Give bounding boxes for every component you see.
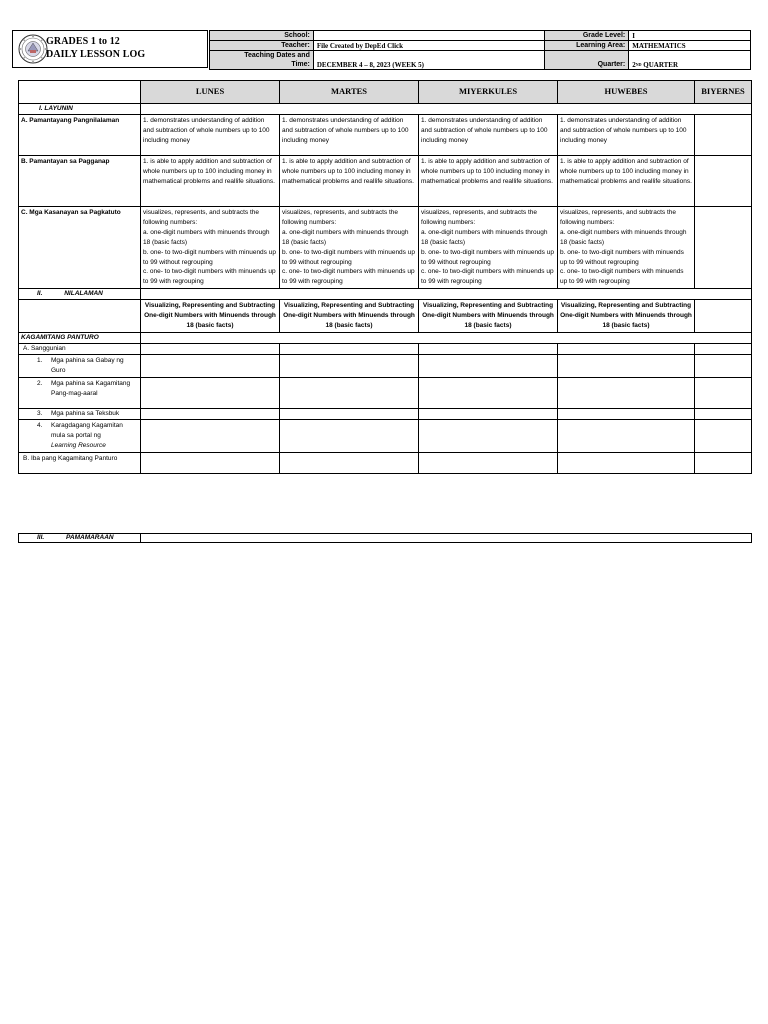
gabay-guro-label xyxy=(19,355,141,378)
performance-standard-biyernes xyxy=(695,156,752,207)
kagamitan-span-cell xyxy=(141,333,752,344)
quarter-label: Quarter: xyxy=(545,51,629,70)
teacher-label: Teacher: xyxy=(210,41,314,51)
empty-cell xyxy=(419,409,558,420)
quarter-suffix: ND xyxy=(635,62,642,67)
empty-cell xyxy=(141,378,280,409)
empty-cell xyxy=(280,378,419,409)
pamamaraan-row xyxy=(19,534,752,543)
kagamitang-mag-aaral-row xyxy=(19,378,752,409)
empty-cell xyxy=(558,420,695,453)
quarter-number: 2 xyxy=(632,61,636,69)
nilalaman-martes: Visualizing, Representing and Subtracting One-digit Numbers with Minuends through 18 (basic facts) xyxy=(280,300,419,333)
nilalaman-huwebes: Visualizing, Representing and Subtracting One-digit Numbers with Minuends through 18 (basic facts) xyxy=(558,300,695,333)
kagamitan-heading: KAGAMITANG PANTURO xyxy=(19,333,141,344)
empty-cell xyxy=(141,344,280,355)
day-header-lunes: LUNES xyxy=(141,81,280,104)
competency-intro: visualizes, represents, and subtracts the following numbers: xyxy=(143,209,259,226)
nilalaman-miyerkules: Visualizing, Representing and Subtracting One-digit Numbers with Minuends through 18 (basic facts) xyxy=(419,300,558,333)
competency-intro: visualizes, represents, and subtracts the following numbers: xyxy=(560,209,676,226)
pamamaraan-span-cell xyxy=(141,534,752,543)
competency-a: a. one-digit numbers with minuends through 18 (basic facts) xyxy=(282,228,409,246)
item-text: Mga pahina sa Gabay ng Guro xyxy=(51,357,124,375)
empty-cell xyxy=(695,452,752,473)
competencies-huwebes xyxy=(558,207,695,289)
iba-pang-kagamitan-label: B. Iba pang Kagamitang Panturo xyxy=(19,452,141,473)
nilalaman-heading xyxy=(19,289,141,300)
learning-area-label: Learning Area: xyxy=(545,41,629,51)
item-text: Mga pahina sa Teksbuk xyxy=(51,410,120,418)
teaching-dates-label xyxy=(210,51,314,70)
competency-c: c. one- to two-digit numbers with minuends up to 99 with regrouping xyxy=(282,268,415,286)
nilalaman-span-cell xyxy=(141,289,752,300)
nilalaman-biyernes xyxy=(695,300,752,333)
item-text: Karagdagang Kagamitan mula sa portal ng xyxy=(51,422,123,439)
empty-cell xyxy=(280,344,419,355)
item-text: Mga pahina sa Kagamitang Pang-mag-aaral xyxy=(51,380,131,397)
corner-cell xyxy=(19,81,141,104)
empty-cell xyxy=(695,409,752,420)
item-number: 1. xyxy=(37,357,43,365)
competencies-lunes xyxy=(141,207,280,289)
item-text-wrap xyxy=(51,421,138,451)
item-number: 3. xyxy=(37,410,43,418)
empty-cell xyxy=(280,420,419,453)
layunin-heading: I. LAYUNIN xyxy=(19,104,141,115)
title-line-2: DAILY LESSON LOG xyxy=(46,49,146,60)
empty-cell xyxy=(558,409,695,420)
content-standard-label: A. Pamantayang Pangnilalaman xyxy=(19,115,141,156)
competency-c: c. one- to two-digit numbers with minuends up to 99 with regrouping xyxy=(143,268,276,286)
empty-cell xyxy=(558,452,695,473)
empty-cell xyxy=(141,452,280,473)
title-line-1: GRADES 1 to 12 xyxy=(46,36,120,47)
learning-area-value: MATHEMATICS xyxy=(629,41,751,51)
empty-cell xyxy=(419,355,558,378)
empty-cell xyxy=(419,344,558,355)
iba-pang-kagamitan-row xyxy=(19,452,752,473)
performance-standard-huwebes: 1. is able to apply addition and subtraction of whole numbers up to 100 including money in mathematical problems and reallife situations. xyxy=(558,156,695,207)
nilalaman-title: NILALAMAN xyxy=(64,290,103,298)
learning-resource-text: Learning Resource xyxy=(51,441,106,449)
content-standard-biyernes xyxy=(695,115,752,156)
empty-cell xyxy=(280,355,419,378)
grade-level-label: Grade Level: xyxy=(545,31,629,41)
competency-a: a. one-digit numbers with minuends through 18 (basic facts) xyxy=(421,228,548,246)
teksbuk-label xyxy=(19,409,141,420)
item-number: 4. xyxy=(37,422,43,430)
pamamaraan-heading xyxy=(19,534,141,543)
empty-cell xyxy=(695,378,752,409)
content-standard-row xyxy=(19,115,752,156)
performance-standard-miyerkules: 1. is able to apply addition and subtraction of whole numbers up to 100 including money in mathematical problems and reallife situations. xyxy=(419,156,558,207)
sanggunian-label: A. Sanggunian xyxy=(19,344,141,355)
deped-seal-icon xyxy=(18,34,48,64)
day-header-martes: MARTES xyxy=(280,81,419,104)
item-number: 2. xyxy=(37,380,43,388)
dates-value: DECEMBER 4 – 8, 2023 (WEEK 5) xyxy=(313,51,545,70)
teacher-value: File Created by DepEd Click xyxy=(313,41,545,51)
content-standard-huwebes: 1. demonstrates understanding of addition and subtraction of whole numbers up to 100 including money xyxy=(558,115,695,156)
teksbuk-row xyxy=(19,409,752,420)
school-value xyxy=(313,31,545,41)
nilalaman-row xyxy=(19,300,752,333)
sanggunian-row xyxy=(19,344,752,355)
empty-cell xyxy=(141,355,280,378)
competencies-label: C. Mga Kasanayan sa Pagkatuto xyxy=(19,207,141,289)
empty-cell xyxy=(280,452,419,473)
gabay-guro-row xyxy=(19,355,752,378)
day-header-huwebes: HUWEBES xyxy=(558,81,695,104)
competency-intro: visualizes, represents, and subtracts the following numbers: xyxy=(421,209,537,226)
performance-standard-martes: 1. is able to apply addition and subtraction of whole numbers up to 100 including money in mathematical problems and reallife situations. xyxy=(280,156,419,207)
content-standard-lunes: 1. demonstrates understanding of addition and subtraction of whole numbers up to 100 including money xyxy=(141,115,280,156)
competency-b: b. one- to two-digit numbers with minuends up to 99 without regrouping xyxy=(560,248,684,266)
competency-b: b. one- to two-digit numbers with minuends up to 99 without regrouping xyxy=(143,248,276,266)
day-header-biyernes: BIYERNES xyxy=(695,81,752,104)
empty-cell xyxy=(141,420,280,453)
pamamaraan-table xyxy=(18,533,752,543)
grade-level-value: I xyxy=(629,31,751,41)
day-header-row xyxy=(19,81,752,104)
day-header-miyerkules: MIYERKULES xyxy=(419,81,558,104)
content-standard-miyerkules: 1. demonstrates understanding of addition and subtraction of whole numbers up to 100 including money xyxy=(419,115,558,156)
empty-cell xyxy=(695,344,752,355)
empty-cell xyxy=(695,355,752,378)
quarter-word: QUARTER xyxy=(641,61,679,69)
content-standard-martes: 1. demonstrates understanding of addition and subtraction of whole numbers up to 100 including money xyxy=(280,115,419,156)
performance-standard-label: B. Pamantayan sa Pagganap xyxy=(19,156,141,207)
school-label: School: xyxy=(210,31,314,41)
teaching-dates-label-line2: Time: xyxy=(291,61,310,68)
empty-cell xyxy=(419,420,558,453)
pamamaraan-title: PAMAMARAAN xyxy=(66,534,114,541)
performance-standard-row xyxy=(19,156,752,207)
empty-cell xyxy=(558,344,695,355)
quarter-value xyxy=(629,51,751,70)
teaching-dates-label-line1: Teaching Dates and xyxy=(244,52,310,59)
empty-cell xyxy=(419,378,558,409)
layunin-span-cell xyxy=(141,104,752,115)
empty-cell xyxy=(280,409,419,420)
empty-cell xyxy=(141,409,280,420)
competency-a: a. one-digit numbers with minuends through 18 (basic facts) xyxy=(560,228,687,246)
competencies-martes xyxy=(280,207,419,289)
competency-c: c. one- to two-digit numbers with minuends up to 99 with regrouping xyxy=(421,268,554,286)
layunin-row xyxy=(19,104,752,115)
kagamitang-mag-aaral-label xyxy=(19,378,141,409)
competencies-miyerkules xyxy=(419,207,558,289)
karagdagang-kagamitan-label xyxy=(19,420,141,453)
pamamaraan-number: III. xyxy=(37,534,45,541)
competency-c: c. one- to two-digit numbers with minuends up to 99 with regrouping xyxy=(560,268,684,286)
performance-standard-lunes: 1. is able to apply addition and subtraction of whole numbers up to 100 including money in mathematical problems and reallife situations. xyxy=(141,156,280,207)
competencies-row xyxy=(19,207,752,289)
empty-cell xyxy=(695,420,752,453)
title-block xyxy=(12,30,208,68)
competencies-biyernes xyxy=(695,207,752,289)
lesson-log-table xyxy=(18,80,752,474)
nilalaman-lunes: Visualizing, Representing and Subtracting One-digit Numbers with Minuends through 18 (basic facts) xyxy=(141,300,280,333)
nilalaman-number: II. xyxy=(37,290,43,298)
competency-b: b. one- to two-digit numbers with minuends up to 99 without regrouping xyxy=(421,248,554,266)
karagdagang-kagamitan-row xyxy=(19,420,752,453)
competency-b: b. one- to two-digit numbers with minuends up to 99 without regrouping xyxy=(282,248,415,266)
nilalaman-heading-row xyxy=(19,289,752,300)
header-info-table xyxy=(209,30,751,70)
competency-intro: visualizes, represents, and subtracts the following numbers: xyxy=(282,209,398,226)
empty-cell xyxy=(419,452,558,473)
empty-cell xyxy=(558,378,695,409)
kagamitan-heading-row xyxy=(19,333,752,344)
competency-a: a. one-digit numbers with minuends through 18 (basic facts) xyxy=(143,228,270,246)
nilalaman-label-cell xyxy=(19,300,141,333)
empty-cell xyxy=(558,355,695,378)
